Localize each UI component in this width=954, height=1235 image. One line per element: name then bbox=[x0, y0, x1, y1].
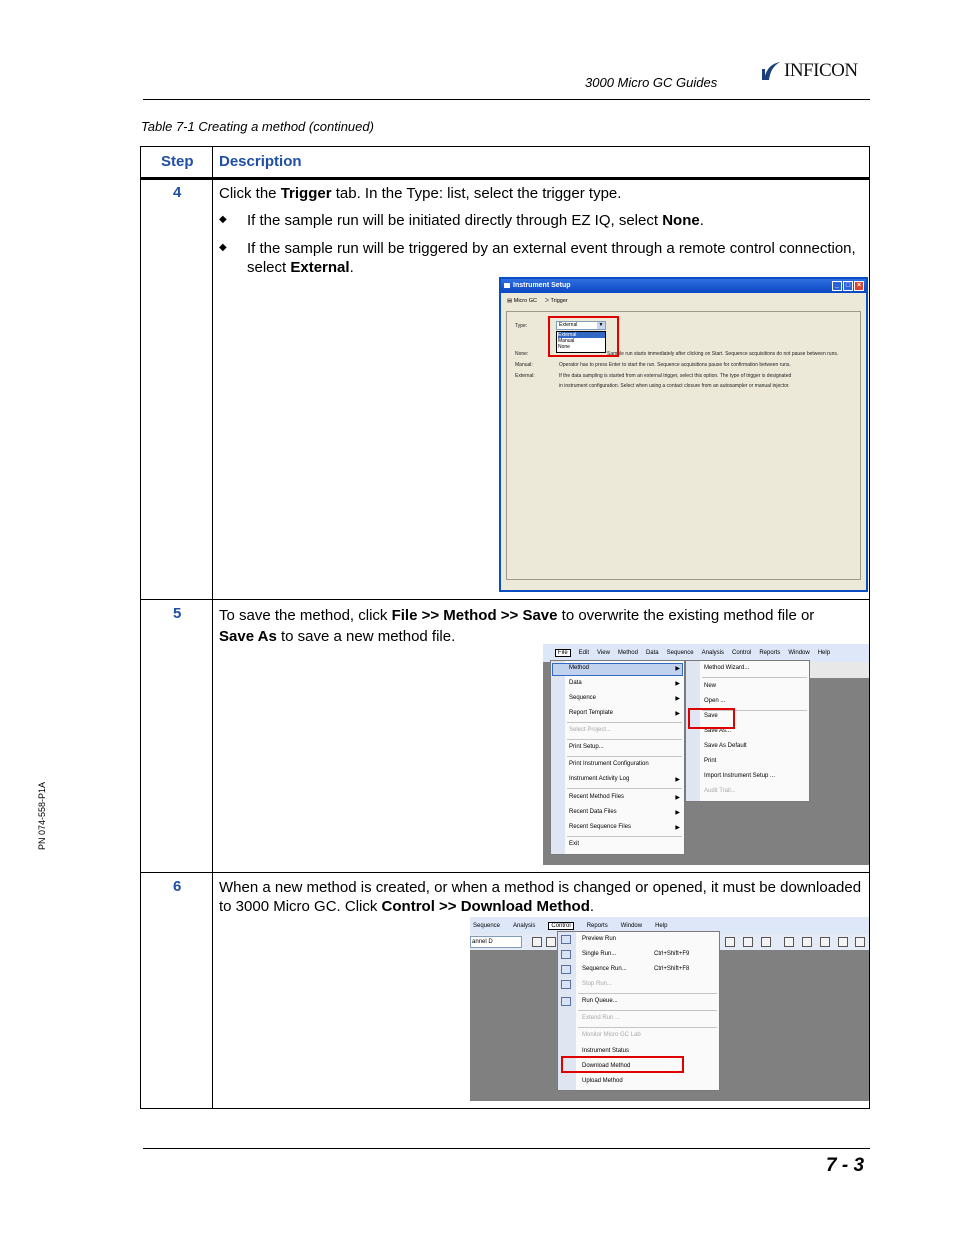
submenu-arrow-icon: ▶ bbox=[675, 666, 680, 672]
menu-item-sequence-run[interactable]: Sequence Run... bbox=[582, 966, 627, 972]
stop-icon bbox=[561, 980, 571, 989]
menu-item-monitor-micro-gc-lab: Monitor Micro GC Lab bbox=[582, 1032, 641, 1038]
menu-sequence[interactable]: Sequence bbox=[473, 922, 501, 929]
header-rule bbox=[143, 99, 870, 100]
type-label: Type: bbox=[515, 323, 528, 329]
menu-reports[interactable]: Reports bbox=[586, 922, 608, 929]
external-label: External: bbox=[515, 373, 535, 379]
chevron-down-icon[interactable]: ▼ bbox=[598, 322, 604, 328]
tab-trigger[interactable]: ᐳ Trigger bbox=[544, 298, 568, 304]
page-number: 7 - 3 bbox=[826, 1155, 865, 1176]
minimize-icon[interactable]: _ bbox=[832, 281, 842, 291]
menu-item-print-instrument-configuration[interactable]: Print Instrument Configuration bbox=[569, 761, 649, 767]
shortcut-sequence-run: Ctrl+Shift+F8 bbox=[654, 966, 690, 972]
table-caption: Table 7-1 Creating a method (continued) bbox=[141, 119, 374, 134]
inficon-swoosh-icon bbox=[760, 60, 782, 82]
bullet-text: If the sample run will be triggered by an external event through a remote control connection, select External. bbox=[247, 240, 856, 276]
menu-item-print-setup[interactable]: Print Setup... bbox=[569, 744, 604, 750]
bullet-diamond-icon: ◆ bbox=[219, 214, 227, 225]
submenu-arrow-icon: ▶ bbox=[675, 825, 680, 831]
submenu-arrow-icon: ▶ bbox=[675, 777, 680, 783]
menu-item-audit-trail: Audit Trail... bbox=[704, 788, 736, 794]
option-manual[interactable]: Manual bbox=[558, 338, 575, 344]
inficon-logo bbox=[760, 60, 858, 82]
menu-item-import-instrument-setup[interactable]: Import Instrument Setup ... bbox=[704, 773, 776, 779]
column-divider bbox=[212, 147, 213, 1108]
menu-data[interactable]: Data bbox=[645, 650, 659, 656]
menu-item-upload-method[interactable]: Upload Method bbox=[582, 1078, 623, 1084]
toolbar-icon[interactable] bbox=[761, 937, 771, 947]
menu-item-extend-run: Extend Run ... bbox=[582, 1015, 621, 1021]
control-menu-screenshot bbox=[470, 917, 869, 1101]
play-icon bbox=[561, 950, 571, 959]
window-title-bar bbox=[501, 279, 866, 293]
option-external[interactable]: External bbox=[558, 332, 605, 338]
menu-analysis[interactable]: Analysis bbox=[701, 650, 724, 656]
submenu-arrow-icon: ▶ bbox=[675, 795, 680, 801]
menu-item-instrument-status[interactable]: Instrument Status bbox=[582, 1048, 630, 1054]
queue-icon bbox=[561, 997, 571, 1006]
type-select[interactable]: External ▼ bbox=[556, 321, 606, 330]
menu-item-print[interactable]: Print bbox=[704, 758, 717, 764]
menu-item-exit[interactable]: Exit bbox=[569, 841, 580, 847]
menu-item-data[interactable]: Data bbox=[569, 680, 582, 686]
menu-window[interactable]: Window bbox=[620, 922, 643, 929]
close-icon[interactable]: × bbox=[854, 281, 864, 291]
bullet-text: If the sample run will be initiated directly through EZ IQ, select None. bbox=[247, 212, 704, 229]
bullet-diamond-icon: ◆ bbox=[219, 242, 227, 253]
channel-combo[interactable]: annel D bbox=[470, 936, 522, 948]
submenu-arrow-icon: ▶ bbox=[675, 696, 680, 702]
menu-item-save-as[interactable]: Save As... bbox=[704, 728, 732, 734]
step-text: Click the Trigger tab. In the Type: list, select the trigger type. bbox=[219, 185, 622, 202]
menu-item-sequence[interactable]: Sequence bbox=[569, 695, 597, 701]
highlight-box bbox=[548, 316, 619, 357]
menu-control[interactable]: Control bbox=[548, 922, 573, 930]
menu-file[interactable]: File bbox=[555, 649, 571, 657]
menu-item-save-as-default[interactable]: Save As Default bbox=[704, 743, 747, 749]
footer-rule bbox=[143, 1148, 870, 1149]
guide-title: 3000 Micro GC Guides bbox=[585, 75, 718, 90]
toolbar-strip bbox=[809, 662, 869, 678]
submenu-arrow-icon: ▶ bbox=[675, 681, 680, 687]
part-number: PN 074-558-P1A bbox=[37, 781, 47, 850]
option-none[interactable]: None bbox=[558, 344, 570, 350]
row-divider bbox=[141, 872, 869, 873]
menu-window[interactable]: Window bbox=[788, 650, 810, 656]
power-icon[interactable] bbox=[855, 937, 865, 947]
cut-icon[interactable] bbox=[532, 937, 542, 947]
menu-item-instrument-activity-log[interactable]: Instrument Activity Log bbox=[569, 776, 630, 782]
toolbar-icon[interactable] bbox=[820, 937, 830, 947]
menu-help[interactable]: Help bbox=[817, 650, 831, 656]
manual-description: Operator has to press Enter to start the run. Sequence acquisitions pause for confirmation between runs. bbox=[559, 362, 791, 368]
step-text: To save the method, click File >> Method >> Save to overwrite the existing method file or Save As to save a new method file. bbox=[219, 607, 815, 645]
toolbar-icon[interactable] bbox=[725, 937, 735, 947]
step-number: 5 bbox=[173, 605, 182, 622]
method-submenu bbox=[685, 660, 810, 802]
highlight-box bbox=[561, 1056, 684, 1073]
menu-item-save[interactable]: Save bbox=[704, 713, 718, 719]
play-icon[interactable] bbox=[802, 937, 812, 947]
menu-view[interactable]: View bbox=[597, 650, 610, 656]
row-divider bbox=[141, 599, 869, 600]
menu-item-single-run[interactable]: Single Run... bbox=[582, 951, 617, 957]
external-description-1: If the data sampling is started from an external trigger, select this option. The type of trigger is designated bbox=[559, 373, 792, 379]
menu-item-recent-sequence-files[interactable]: Recent Sequence Files bbox=[569, 824, 632, 830]
toolbar-icon[interactable] bbox=[743, 937, 753, 947]
menu-item-method[interactable]: Method bbox=[569, 665, 590, 671]
none-label: None: bbox=[515, 351, 529, 357]
logo-text: INFICON bbox=[784, 60, 858, 81]
menu-help[interactable]: Help bbox=[655, 922, 668, 929]
column-header-step: Step bbox=[161, 153, 194, 170]
external-description-2: in instrument configuration. Select when using a contact closure from an autosampler or manual injector. bbox=[559, 383, 790, 389]
submenu-arrow-icon: ▶ bbox=[675, 711, 680, 717]
copy-icon[interactable] bbox=[546, 937, 556, 947]
window-icon bbox=[504, 283, 510, 288]
tab-micro-gc[interactable]: ▤ Micro GC bbox=[507, 298, 537, 304]
menu-item-download-method[interactable]: Download Method bbox=[582, 1063, 631, 1069]
step-number: 6 bbox=[173, 878, 182, 895]
menu-item-open[interactable]: Open ... bbox=[704, 698, 726, 704]
menu-item-stop-run: Stop Run... bbox=[582, 981, 613, 987]
menu-item-new[interactable]: New bbox=[704, 683, 717, 689]
step-text: When a new method is created, or when a method is changed or opened, it must be downloaded to 3000 Micro GC. Click Control >> Download Method. bbox=[219, 879, 862, 915]
menu-item-run-queue[interactable]: Run Queue... bbox=[582, 998, 618, 1004]
toolbar-icon[interactable] bbox=[838, 937, 848, 947]
submenu-arrow-icon: ▶ bbox=[675, 810, 680, 816]
step-number: 4 bbox=[173, 184, 182, 201]
menu-reports[interactable]: Reports bbox=[759, 650, 781, 656]
menu-edit[interactable]: Edit bbox=[578, 650, 590, 656]
window-title: Instrument Setup bbox=[513, 282, 571, 289]
maximize-icon[interactable]: □ bbox=[843, 281, 853, 291]
shortcut-single-run: Ctrl+Shift+F9 bbox=[654, 951, 690, 957]
menu-item-report-template[interactable]: Report Template bbox=[569, 710, 613, 716]
menu-control[interactable]: Control bbox=[732, 650, 752, 656]
file-menu-screenshot bbox=[543, 644, 869, 865]
menu-method[interactable]: Method bbox=[617, 650, 638, 656]
menu-item-method-wizard[interactable]: Method Wizard... bbox=[704, 665, 750, 671]
file-menu bbox=[550, 660, 685, 855]
column-header-description: Description bbox=[219, 153, 302, 170]
menu-analysis[interactable]: Analysis bbox=[513, 922, 536, 929]
highlight-box bbox=[688, 708, 735, 729]
none-description: Sample run starts immediately after clicking on Start. Sequence acquisitions do not pause between runs. bbox=[607, 351, 839, 357]
menu-item-recent-data-files[interactable]: Recent Data Files bbox=[569, 809, 617, 815]
menu-item-preview-run[interactable]: Preview Run bbox=[582, 936, 617, 942]
header-divider bbox=[141, 177, 869, 180]
menu-item-select-project: Select Project... bbox=[569, 727, 612, 733]
menu-sequence[interactable]: Sequence bbox=[666, 650, 694, 656]
manual-label: Manual: bbox=[515, 362, 533, 368]
menu-item-recent-method-files[interactable]: Recent Method Files bbox=[569, 794, 625, 800]
toolbar-icon[interactable] bbox=[784, 937, 794, 947]
preview-icon bbox=[561, 935, 571, 944]
sequence-icon bbox=[561, 965, 571, 974]
